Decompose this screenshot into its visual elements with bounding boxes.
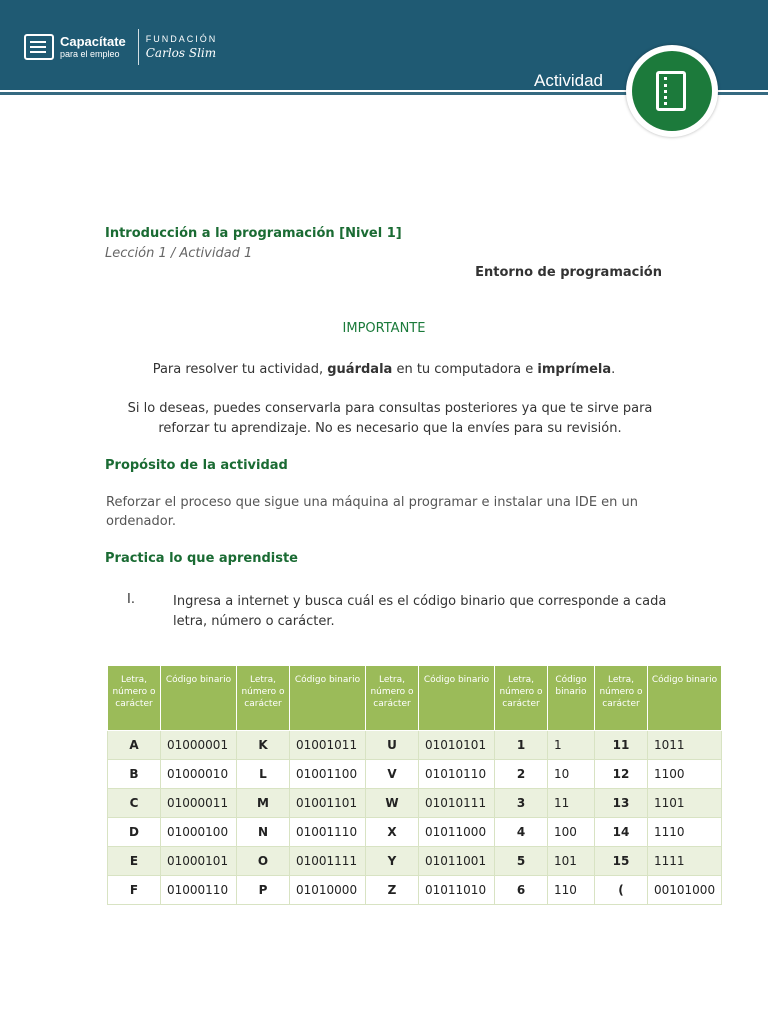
foundation-label: FUNDACIÓN — [145, 34, 218, 44]
symbol-cell: ( — [595, 876, 648, 905]
col-header: Código binario — [548, 666, 595, 731]
binary-code-cell: 01011000 — [419, 818, 495, 847]
binary-code-cell: 01011010 — [419, 876, 495, 905]
symbol-cell: B — [108, 760, 161, 789]
symbol-cell: 13 — [595, 789, 648, 818]
activity-label: Actividad — [534, 71, 603, 90]
binary-code-cell: 100 — [548, 818, 595, 847]
symbol-cell: 2 — [495, 760, 548, 789]
symbol-cell: U — [366, 731, 419, 760]
table-row — [108, 847, 722, 876]
table-row — [108, 876, 722, 905]
col-header: Código binario — [161, 666, 237, 731]
binary-code-cell: 101 — [548, 847, 595, 876]
symbol-cell: 15 — [595, 847, 648, 876]
symbol-cell: C — [108, 789, 161, 818]
binary-code-cell: 01000001 — [161, 731, 237, 760]
binary-code-cell: 11 — [548, 789, 595, 818]
symbol-cell: W — [366, 789, 419, 818]
binary-code-cell: 01001110 — [290, 818, 366, 847]
symbol-cell: 6 — [495, 876, 548, 905]
binary-code-cell: 01000011 — [161, 789, 237, 818]
foundation-signature: Carlos Slim — [145, 46, 217, 60]
lesson-label: Lección 1 / Actividad 1 — [105, 246, 253, 261]
binary-code-cell: 01010110 — [419, 760, 495, 789]
course-title: Introducción a la programación [Nivel 1] — [105, 226, 402, 241]
binary-code-cell: 01010101 — [419, 731, 495, 760]
symbol-cell: O — [237, 847, 290, 876]
instruction-paragraph — [0, 362, 768, 377]
binary-code-cell: 1100 — [648, 760, 722, 789]
binary-code-cell: 1 — [548, 731, 595, 760]
symbol-cell: X — [366, 818, 419, 847]
col-header: Letra, número o carácter — [495, 666, 548, 731]
para1-bold-print: imprímela — [537, 362, 612, 377]
binary-code-cell: 1110 — [648, 818, 722, 847]
symbol-cell: 3 — [495, 789, 548, 818]
col-header: Letra, número o carácter — [366, 666, 419, 731]
symbol-cell: E — [108, 847, 161, 876]
logo-notepad-icon — [24, 34, 54, 60]
environment-title: Entorno de programación — [475, 265, 662, 280]
para1-pre: Para resolver tu actividad, — [152, 362, 328, 377]
logo-main-text: Capacítate — [60, 34, 126, 49]
binary-code-cell: 01010111 — [419, 789, 495, 818]
symbol-cell: N — [237, 818, 290, 847]
binary-code-cell: 01001011 — [290, 731, 366, 760]
symbol-cell: 1 — [495, 731, 548, 760]
col-header: Letra, número o carácter — [237, 666, 290, 731]
item-number: I. — [127, 592, 135, 607]
binary-code-cell: 01000101 — [161, 847, 237, 876]
logo-divider — [138, 29, 139, 65]
symbol-cell: 5 — [495, 847, 548, 876]
symbol-cell: Z — [366, 876, 419, 905]
purpose-text: Reforzar el proceso que sigue una máquina al programar e instalar una IDE en un ordenador. — [106, 495, 639, 529]
table-header-row — [108, 666, 722, 731]
col-header: Letra, número o carácter — [595, 666, 648, 731]
practice-heading: Practica lo que aprendiste — [105, 551, 299, 566]
symbol-cell: F — [108, 876, 161, 905]
table-row — [108, 731, 722, 760]
symbol-cell: Y — [366, 847, 419, 876]
table-row — [108, 818, 722, 847]
col-header: Código binario — [648, 666, 722, 731]
para1-end: . — [611, 362, 616, 377]
symbol-cell: 14 — [595, 818, 648, 847]
binary-code-cell: 01000110 — [161, 876, 237, 905]
binary-code-cell: 01001100 — [290, 760, 366, 789]
col-header: Código binario — [290, 666, 366, 731]
symbol-cell: M — [237, 789, 290, 818]
symbol-cell: D — [108, 818, 161, 847]
binary-code-cell: 01000010 — [161, 760, 237, 789]
para1-bold-save: guárdala — [327, 362, 393, 377]
notebook-icon — [656, 71, 686, 111]
table-row — [108, 760, 722, 789]
important-heading: IMPORTANTE — [342, 321, 426, 336]
binary-code-cell: 01010000 — [290, 876, 366, 905]
col-header: Código binario — [419, 666, 495, 731]
binary-code-cell: 1011 — [648, 731, 722, 760]
item-text: Ingresa a internet y busca cuál es el código binario que corresponde a cada letra, número o carácter. — [173, 594, 667, 629]
binary-code-cell: 1111 — [648, 847, 722, 876]
symbol-cell: L — [237, 760, 290, 789]
binary-code-cell: 110 — [548, 876, 595, 905]
keep-paragraph: Si lo deseas, puedes conservarla para consultas posteriores ya que te sirve para reforzar tu aprendizaje. No es necesario que la envíes para su revisión. — [127, 401, 653, 436]
purpose-heading: Propósito de la actividad — [105, 458, 288, 473]
symbol-cell: 12 — [595, 760, 648, 789]
symbol-cell: K — [237, 731, 290, 760]
col-header: Letra, número o carácter — [108, 666, 161, 731]
binary-code-cell: 10 — [548, 760, 595, 789]
symbol-cell: P — [237, 876, 290, 905]
symbol-cell: V — [366, 760, 419, 789]
binary-code-cell: 01001101 — [290, 789, 366, 818]
binary-code-cell: 01001111 — [290, 847, 366, 876]
binary-code-cell: 00101000 — [648, 876, 722, 905]
logo-sub-text: para el empleo — [60, 49, 120, 59]
capacitate-logo — [24, 28, 217, 66]
symbol-cell: 11 — [595, 731, 648, 760]
binary-code-table — [107, 665, 722, 905]
para1-mid: en tu computadora e — [392, 362, 538, 377]
activity-badge — [626, 45, 718, 137]
binary-code-cell: 1101 — [648, 789, 722, 818]
binary-code-cell: 01011001 — [419, 847, 495, 876]
binary-code-cell: 01000100 — [161, 818, 237, 847]
symbol-cell: A — [108, 731, 161, 760]
symbol-cell: 4 — [495, 818, 548, 847]
table-row — [108, 789, 722, 818]
